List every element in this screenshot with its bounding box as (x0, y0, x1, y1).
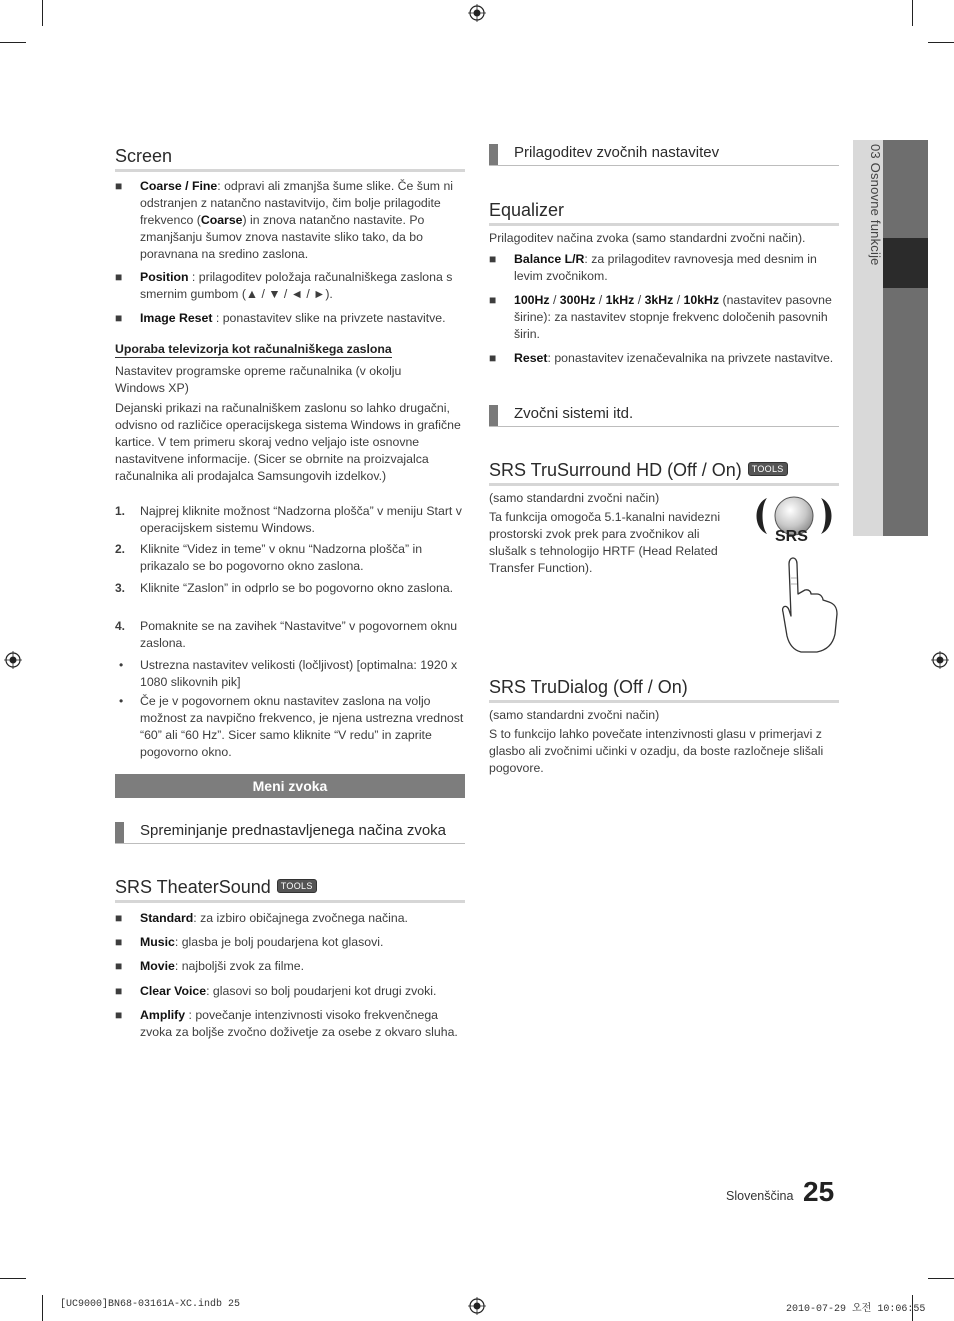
trusurround-note: (samo standardni zvočni način) (489, 491, 660, 505)
section-title-trusurround: SRS TruSurround HD (Off / On) TOOLS (489, 460, 839, 486)
dot-bullet-icon: • (119, 658, 124, 672)
crop-mark (0, 42, 26, 43)
dot-bullet-item: • Ustrezna nastavitev velikosti (ločljivost) [optimalna: 1920 x 1080 slikovnih pik] (119, 658, 458, 689)
pc-usage-intro: Nastavitev programske opreme računalnika (v okolju Windows XP) (115, 364, 402, 395)
chapter-label: 03 Osnovne funkcije (868, 144, 883, 266)
square-bullet-icon: ■ (115, 984, 123, 998)
section-title-equalizer: Equalizer (489, 200, 839, 226)
list-item: ■ Movie: najboljši zvok za filme. (115, 959, 305, 973)
square-bullet-icon: ■ (115, 935, 123, 949)
square-bullet-icon: ■ (115, 270, 123, 284)
square-bullet-icon: ■ (115, 959, 123, 973)
chapter-side-tab (853, 140, 928, 536)
section-title-theatersound: SRS TheaterSound TOOLS (115, 877, 465, 903)
subheading-preset: Spreminjanje prednastavljenega načina zvoka (115, 820, 465, 844)
section-title-trudialog: SRS TruDialog (Off / On) (489, 677, 839, 703)
tools-badge-icon: TOOLS (277, 879, 317, 893)
subheading-adjust: Prilagoditev zvočnih nastavitev (489, 142, 839, 166)
square-bullet-icon: ■ (489, 293, 497, 307)
srs-button-icon (751, 494, 841, 654)
step-item: 4. Pomaknite se na zavihek “Nastavitve” v pogovornem oknu zaslona. (115, 619, 458, 650)
list-item: ■ Position : prilagoditev položaja računalniškega zaslona s smernim gumbom (▲ / ▼ / ◄ / ►). (115, 270, 453, 301)
list-item: ■ Standard: za izbiro običajnega zvočnega načina. (115, 911, 408, 925)
square-bullet-icon: ■ (115, 179, 123, 193)
square-bullet-icon: ■ (489, 252, 497, 266)
list-item: ■ Amplify : povečanje intenzivnosti visoko frekvenčnega zvoka za boljše zvočno doživetje za osebe z okvaro sluha. (115, 1008, 458, 1039)
pc-usage-heading: Uporaba televizorja kot računalniškega zaslona (115, 342, 392, 356)
pc-usage-description: Dejanski prikazi na računalniškem zaslonu so lahko drugačni, odvisno od različice operacijskega sistema Windows in grafične kartice. V tem primeru skoraj vedno veljajo iste osnovne nastavitvene informacije. (Sicer se obrnite na proizvajalca računalnika ali prodajalca Samsungovih izdelkov.) (115, 401, 461, 483)
print-file-info: [UC9000]BN68-03161A-XC.indb 25 (60, 1299, 241, 1310)
step-item: 3. Kliknite “Zaslon” in odprlo se bo pogovorno okno zaslona. (115, 581, 454, 595)
step-item: 1. Najprej kliknite možnost “Nadzorna plošča” v meniju Start v operacijskem sistemu Windows. (115, 504, 462, 535)
list-item: ■ Image Reset : ponastavitev slike na privzete nastavitve. (115, 311, 446, 325)
srs-button-illustration (751, 494, 841, 654)
square-bullet-icon: ■ (489, 351, 497, 365)
equalizer-intro: Prilagoditev načina zvoka (samo standardni zvočni način). (489, 231, 806, 245)
tab-dark-strip (883, 140, 928, 536)
square-bullet-icon: ■ (115, 1008, 123, 1022)
tab-active-marker (883, 238, 928, 288)
registration-mark-icon (4, 651, 22, 669)
registration-mark-icon (468, 1297, 486, 1315)
crop-mark (42, 1295, 43, 1321)
trusurround-description: Ta funkcija omogoča 5.1-kanalni navidezni prostorski zvok prek para zvočnikov ali slušalk s tehnologijo HRTF (Head Related Transfer Function). (489, 510, 721, 575)
step-item: 2. Kliknite “Videz in teme” v oknu “Nadzorna plošča” in prikazalo se bo pogovorno okno zaslona. (115, 542, 423, 573)
menu-section-bar: Meni zvoka (115, 774, 465, 798)
list-item: ■ 100Hz / 300Hz / 1kHz / 3kHz / 10kHz (nastavitev pasovne širine): za nastavitev stopnje frekvenc določenih pasovnih širin. (489, 293, 832, 341)
list-item: ■ Reset: ponastavitev izenačevalnika na privzete nastavitve. (489, 351, 834, 365)
srs-logo-label: SRS (775, 528, 808, 545)
list-item: ■ Clear Voice: glasovi so bolj poudarjeni kot drugi zvoki. (115, 984, 437, 998)
list-item: ■ Music: glasba je bolj poudarjena kot glasovi. (115, 935, 384, 949)
square-bullet-icon: ■ (115, 911, 123, 925)
list-item: ■ Balance L/R: za prilagoditev ravnovesja med desnim in levim zvočnikom. (489, 252, 817, 283)
crop-mark (42, 0, 43, 26)
crop-mark (0, 1278, 26, 1279)
dot-bullet-item: • Če je v pogovornem oknu nastavitev zaslona na voljo možnost za navpično frekvenco, je njena ustrezna vrednost “60” ali “60 Hz”. Sicer samo kliknite “V redu” in zaprite pogovorno okno. (119, 694, 464, 759)
square-bullet-icon: ■ (115, 311, 123, 325)
registration-mark-icon (468, 4, 486, 22)
page-number: 25 (803, 1176, 835, 1207)
crop-mark (928, 42, 954, 43)
dot-bullet-icon: • (119, 694, 124, 708)
tools-badge-icon: TOOLS (748, 462, 788, 476)
trudialog-note: (samo standardni zvočni način) (489, 708, 660, 722)
section-title-screen: Screen (115, 146, 465, 172)
crop-mark (912, 0, 913, 26)
trudialog-description: S to funkcijo lahko povečate intenzivnosti glasu v primerjavi z glasbo ali zvočnimi učinki v ozadju, da boste razločneje slišali pogovore. (489, 727, 824, 775)
registration-mark-icon (931, 651, 949, 669)
list-item: ■ Coarse / Fine: odpravi ali zmanjša šume slike. Če šum ni odstranjen z natančno nastavitvijo, čim bolje prilagodite frekvenco (Coarse) in znova natančno nastavite. Po zmanjšanju šumov znova nastavite sliko tako, da bo poravnana na sredino zaslona. (115, 179, 454, 261)
crop-mark (928, 1278, 954, 1279)
subheading-systems: Zvočni sistemi itd. (489, 403, 839, 427)
print-timestamp: 2010-07-29 오전 10:06:55 (786, 1304, 926, 1315)
footer-language: Slovenščina (726, 1189, 794, 1203)
